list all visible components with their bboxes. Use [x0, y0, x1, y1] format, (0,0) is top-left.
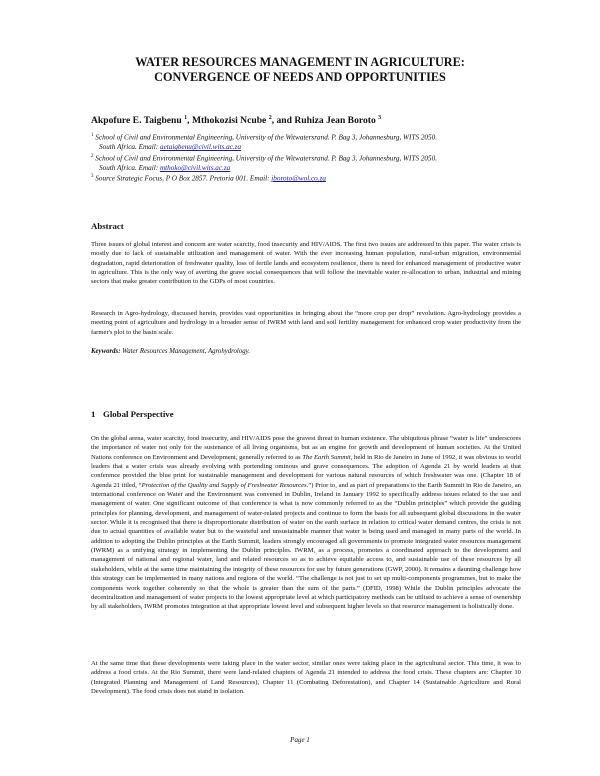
- para-text: ”) Prior to, and as part of preparations to the Earth Summit in Rio de Janeiro, an international conference on Water and the Environment was convened in Dublin, Ireland in January 1992 to specifically address issues related to the use and management of water. One significant outcome of that conference is what is now commonly referred to as the “Dublin principles” which provide the guiding principles for planning, development, and management of water-related projects and continue to form the basis for all subsequent global discussions in the water sector. While it is recognised that there is disproportionate distribution of water on the earth surface in relation to critical water demand centres, the crisis is not due to actual quantities of available water but to the wasteful and unsustainable manner that water is being used and managed in many parts of the world. In addition to adopting the Dublin principles at the Earth Summit, leaders strongly encouraged all governments to promote integrated water resources management (IWRM) as a unifying strategy in implementing the Dublin principles. IWRM, as a process, promotes a coordinated approach to the development and management of national and regional water, land and related resources so as to achieve equitable access to, and sustainable use of these resources by all stakeholders, while at the same time maintaining the integrity of these resources for use by future generations (GWP, 2000). It remains a daunting challenge how this strategy can be implemented in many nations and regions of the world. “The challenge is not just to set up multi-components programmes, but to make the components work together coherently so that the whole is greater than the sum of the parts.” (DFID, 1998) While the Dublin principles advocate the decentralization and management of water projects to the lowest appropriate level at which participatory methods can be utilised to achieve a sense of ownership by all stakeholders, IWRM promotes integration at that appropriate lowest level and subsequent higher levels so that resource management is holistically done.: [91, 481, 522, 611]
- keywords-label: Keywords:: [91, 348, 121, 355]
- para-text: On the global arena, water scarcity, food insecurity, and HIV/AIDS pose the gravest threat to human existence. The ubiquitous phrase “water is life” underscores the importance of water not only for the sustenance of all living organisms, but as an engine for growth and development of human societies. At the United Nations conference on Environment and Development, generally referred to as: [91, 435, 521, 461]
- title-line-1: WATER RESOURCES MANAGEMENT IN AGRICULTURE:: [135, 55, 465, 69]
- affiliation-mark: 1: [91, 133, 94, 138]
- affiliation-3: [91, 172, 521, 183]
- earth-summit-italic: The Earth Summit: [302, 453, 351, 461]
- section-paragraph-2: At the same time that these developments were taking place in the water sector, similar ones were taking place in the agricultural sector. This time, it was to address a food crisis. At the Rio Summit, there were land-related chapters of Agenda 21 intended to address the food crisis. These chapters are: Chapter 10 (Integrated Planning and Management of Land Resources), Chapter 11 (Combating Deforestation), and Chapter 14 (Sustainable Agriculture and Rural Development). The food crisis does not stand in isolation.: [91, 660, 521, 696]
- affiliation-mark: 2: [91, 154, 94, 159]
- affiliation-text: School of Civil and Environmental Engineering, University of the Witwatersrand. P. Bag 3, Johannesburg, WITS 2050.: [95, 133, 438, 142]
- chapter-title-italic: Protection of the Quality and Supply of Freshwater Resources.: [141, 481, 309, 489]
- affiliation-text: School of Civil and Environmental Engineering, University of the Witwatersrand. P. Bag 3, Johannesburg, WITS 2050.: [95, 154, 438, 163]
- author-separator: ,: [187, 115, 192, 127]
- author-list: [91, 112, 521, 127]
- author-affiliation-mark: 1: [184, 115, 188, 121]
- affiliation-text-cont: South Africa. Email:: [99, 164, 159, 173]
- author-name: Ruhiza Jean Boroto: [294, 115, 376, 127]
- affiliation-email-link[interactable]: aetaigbenu@civil.wits.ac.za: [159, 143, 242, 152]
- affiliation-email-link[interactable]: mthoko@civil.wits.ac.za: [159, 164, 231, 173]
- affiliation-mark: 3: [91, 174, 94, 179]
- author-separator: , and: [271, 115, 295, 127]
- title-line-2: CONVERGENCE OF NEEDS AND OPPORTUNITIES: [154, 70, 446, 84]
- abstract-paragraph-1: Three issues of global interest and concern are water scarcity, food insecurity and HIV/AIDS. The first two issues are addressed in this paper. The water crisis is mostly due to lack of sustainable utilization and management of water. With the ever increasing human population, rural-urban migration, environmental degradation, rapid deterioration of freshwater quality, loss of fertile lands and ecosystem resilience, there is need for enhanced management of productive water in agriculture. This is the only way of averting the grave social consequences that will follow the inevitable water re-allocation to urban, industrial and mining sectors that make greater contribution to the GDPs of most countries.: [91, 241, 521, 286]
- page-number: Page 1: [290, 736, 310, 744]
- author-name: Mthokozisi Ncube: [191, 115, 267, 127]
- section-title: Global Perspective: [103, 409, 174, 419]
- affiliation-1: [91, 131, 521, 152]
- para-text: , held in Rio de Janeiro in June of 1992, it was obvious to world leaders that a water crisis was already evolving with portending ominous and grave consequences. The adoption of Agenda 21 by world leaders at that conference provided the blue print for sustainable management and development for various natural resources of which freshwater was one. (Chapter 18 of Agenda 21 titled, “: [91, 453, 521, 489]
- affiliation-2: [91, 152, 521, 173]
- keywords-line: [91, 347, 521, 356]
- section-paragraph-1: [91, 434, 521, 612]
- abstract-paragraph-2: Research in Agro-hydrology, discussed herein, provides vast opportunities in bringing about the “more crop per drop” revolution. Agro-hydrology provides a meeting point of agriculture and hydrology in a broader sense of IWRM with land and soil fertility management for enhanced crop water productivity from the farmer's plot to the basin scale.: [91, 310, 521, 336]
- author-affiliation-mark: 3: [378, 115, 382, 121]
- abstract-heading: Abstract: [91, 221, 124, 231]
- affiliation-text: Source Strategic Focus, P O Box 2857. Pretoria 001. Email:: [95, 174, 270, 183]
- author-affiliation-mark: 2: [268, 115, 272, 121]
- keywords-text: Water Resources Management, Agrohydrology.: [122, 348, 250, 355]
- section-number: 1: [91, 409, 96, 419]
- affiliation-text-cont: South Africa. Email:: [99, 143, 159, 152]
- author-name: Akpofure E. Taigbenu: [91, 115, 182, 127]
- affiliation-email-link[interactable]: jboroto@wol.co.za: [271, 174, 326, 183]
- section-heading: [91, 409, 174, 419]
- paper-title: [60, 55, 540, 85]
